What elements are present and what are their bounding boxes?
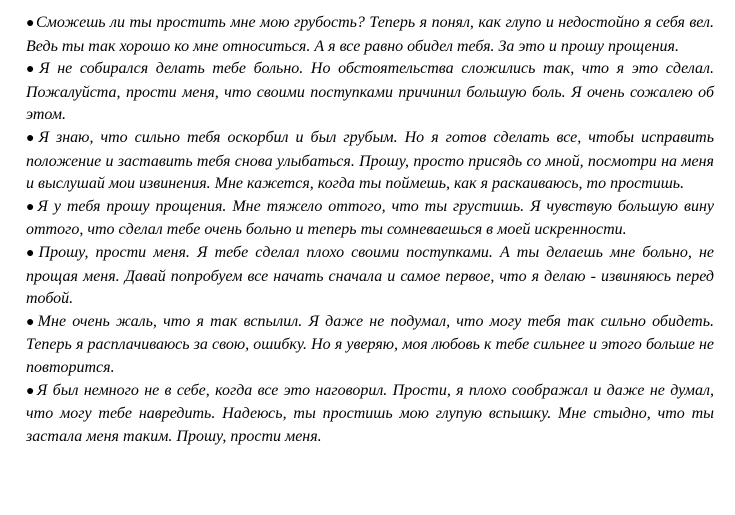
bullet-icon: ● xyxy=(26,199,37,215)
list-item-text: Я был немного не в себе, когда все это наговорил. Прости, я плохо соображал и даже не думал, что могу тебе навредить. Надеюсь, ты простишь мою глупую вспышку. Мне стыдно, что ты застала меня таким. Прошу, прости меня. xyxy=(26,381,714,445)
list-item-3 xyxy=(26,127,714,196)
list-item-text: Прошу, прости меня. Я тебе сделал плохо своими поступками. А ты делаешь мне больно, не прощая меня. Давай попробуем все начать сначала и самое первое, что я делаю - извиняюсь перед тобой. xyxy=(26,243,714,308)
bullet-icon: ● xyxy=(26,62,39,78)
bullet-icon: ● xyxy=(26,130,38,146)
bullet-icon: ● xyxy=(26,314,37,330)
list-item-2 xyxy=(26,58,714,127)
list-item-5 xyxy=(26,242,714,311)
bullet-icon: ● xyxy=(26,383,36,399)
list-item-4 xyxy=(26,196,714,242)
apology-text-list xyxy=(26,12,714,448)
bullet-icon: ● xyxy=(26,16,35,31)
list-item-6 xyxy=(26,311,714,380)
bullet-icon: ● xyxy=(26,245,38,261)
list-item-text: Я знаю, что сильно тебя оскорбил и был грубым. Но я готов сделать все, чтобы исправить положение и заставить тебя снова улыбаться. Прошу, просто присядь со мной, посмотри на меня и выслушай мои извинения. Мне кажется, когда ты поймешь, как я раскаиваюсь, то простишь. xyxy=(26,128,714,193)
list-item-text: Я у тебя прошу прощения. Мне тяжело оттого, что ты грустишь. Я чувствую большую вину оттого, что сделал тебе очень больно и теперь ты сомневаешься в моей искренности. xyxy=(26,197,714,239)
list-item-7 xyxy=(26,380,714,449)
list-item-1 xyxy=(26,12,714,58)
list-item-text: Мне очень жаль, что я так вспылил. Я даже не подумал, что могу тебя так сильно обидеть. Теперь я расплачиваюсь за свою, ошибку. Но я уверяю, моя любовь к тебе сильнее и этого больше не повторится. xyxy=(26,312,714,376)
list-item-text: Я не собирался делать тебе больно. Но обстоятельства сложились так, что я это сделал. Пожалуйста, прости меня, что своими поступками причинил большую боль. Я очень сожалею об этом. xyxy=(26,60,714,124)
list-item-text: Сможешь ли ты простить мне мою грубость? Теперь я понял, как глупо и недостойно я себя вел. Ведь ты так хорошо ко мне относиться. А я все равно обидел тебя. За это и прошу прощения. xyxy=(26,14,714,55)
